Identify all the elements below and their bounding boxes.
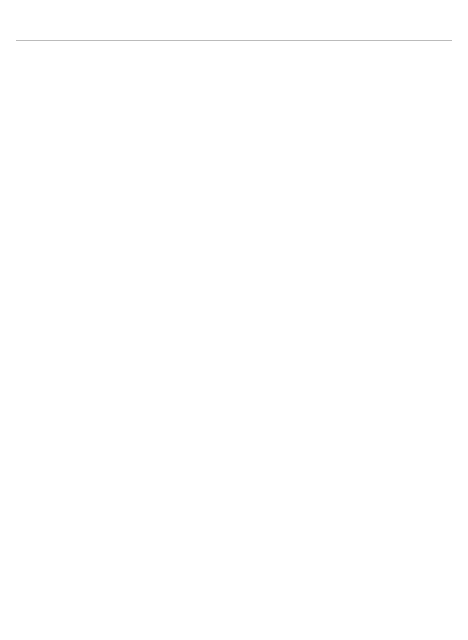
content-columns xyxy=(16,46,452,614)
column-1 xyxy=(16,46,153,614)
column-3 xyxy=(315,46,452,614)
page-header xyxy=(16,10,452,41)
column-2 xyxy=(165,46,302,614)
